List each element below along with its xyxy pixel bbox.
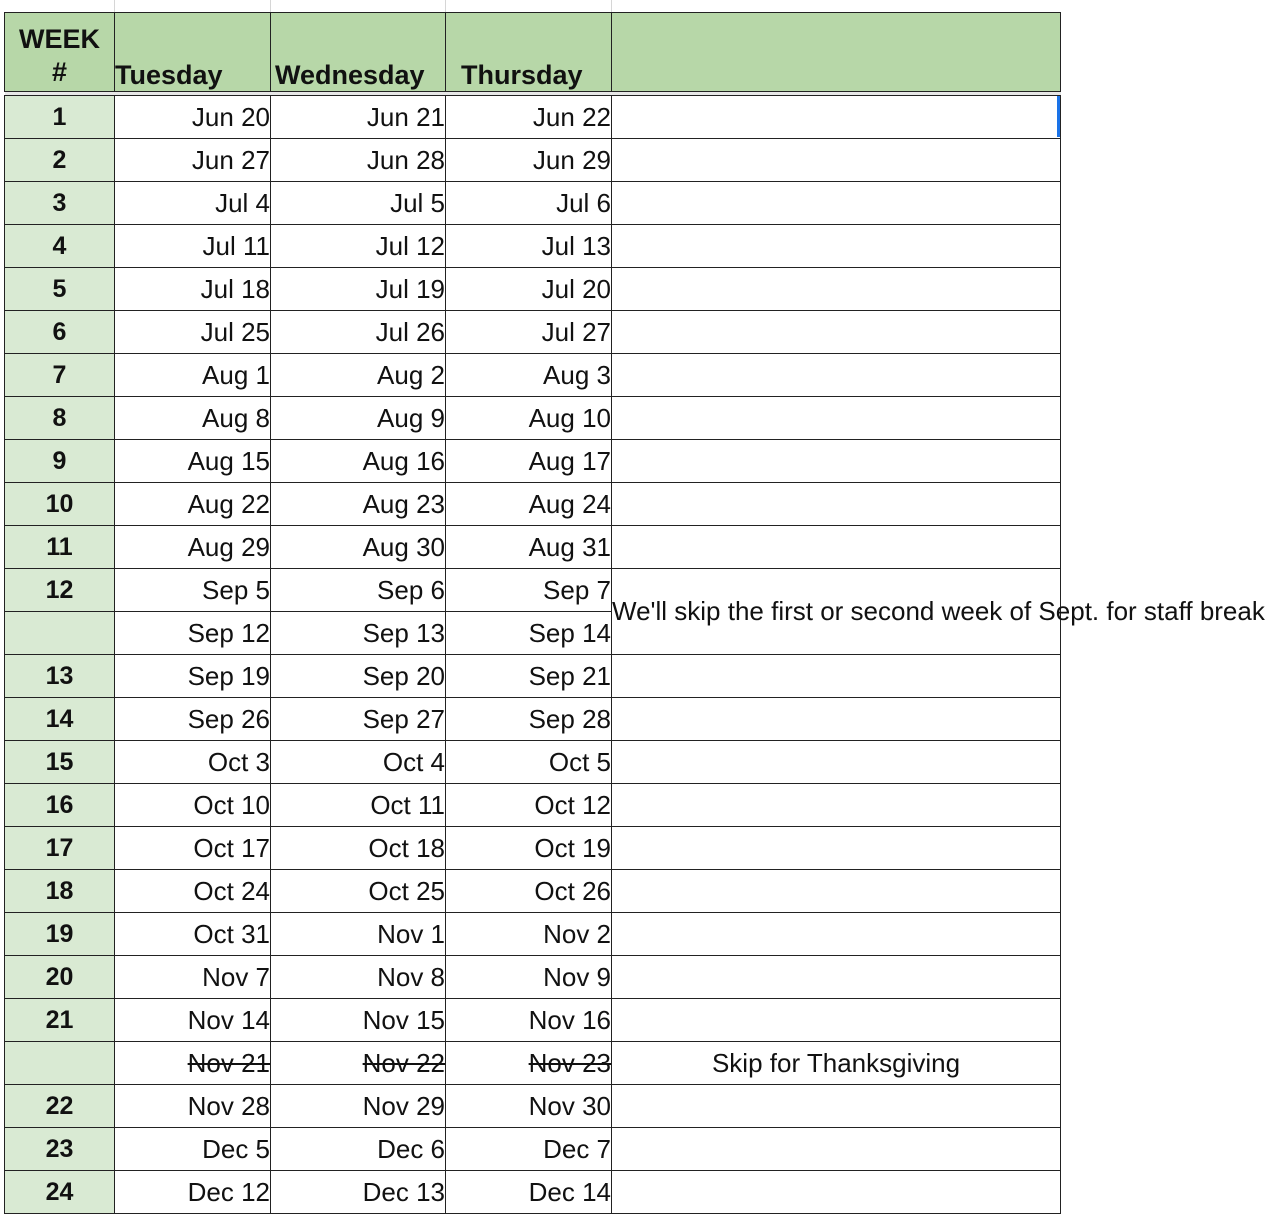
thursday-date-cell[interactable]: Jun 22 [446,96,612,139]
tuesday-date-cell[interactable]: Oct 3 [115,741,271,784]
header-notes[interactable] [612,13,1061,92]
table-row [5,1128,1061,1171]
note-cell[interactable] [612,1171,1061,1214]
thursday-date-cell[interactable]: Aug 31 [446,526,612,569]
week-number-cell[interactable]: 9 [5,440,115,483]
header-wednesday[interactable]: Wednesday [271,13,446,92]
tuesday-date-cell[interactable]: Oct 31 [115,913,271,956]
column-divider [114,0,115,12]
thursday-date-cell[interactable]: Sep 21 [446,655,612,698]
tuesday-date-cell[interactable]: Nov 28 [115,1085,271,1128]
week-number-cell[interactable]: 22 [5,1085,115,1128]
note-cell[interactable] [612,354,1061,397]
note-cell[interactable] [612,784,1061,827]
tuesday-date-cell[interactable]: Oct 24 [115,870,271,913]
tuesday-date-cell[interactable]: Jul 25 [115,311,271,354]
header-week[interactable]: WEEK # [5,13,115,92]
note-cell[interactable] [612,311,1061,354]
note-cell[interactable] [612,1128,1061,1171]
wednesday-date-cell[interactable]: Jul 12 [271,225,446,268]
week-number-cell[interactable]: 12 [5,569,115,612]
note-cell[interactable] [612,526,1061,569]
week-number-cell[interactable]: 14 [5,698,115,741]
week-number-cell[interactable]: 6 [5,311,115,354]
table-row [5,311,1061,354]
note-cell[interactable] [612,827,1061,870]
note-cell[interactable] [612,225,1061,268]
tuesday-date-cell[interactable]: Aug 22 [115,483,271,526]
tuesday-date-cell[interactable]: Nov 14 [115,999,271,1042]
table-row [5,569,1061,612]
thursday-date-cell[interactable]: Jul 27 [446,311,612,354]
wednesday-date-cell[interactable]: Oct 4 [271,741,446,784]
header-row [5,13,1061,92]
thursday-date-cell[interactable]: Oct 19 [446,827,612,870]
week-number-cell[interactable]: 24 [5,1171,115,1214]
thursday-date-cell[interactable]: Nov 30 [446,1085,612,1128]
tuesday-date-cell[interactable]: Dec 5 [115,1128,271,1171]
table-row [5,397,1061,440]
table-row [5,440,1061,483]
week-number-cell[interactable]: 7 [5,354,115,397]
table-row [5,526,1061,569]
week-number-cell[interactable]: 8 [5,397,115,440]
note-cell[interactable] [612,1085,1061,1128]
week-number-cell[interactable]: 3 [5,182,115,225]
column-divider [445,0,446,12]
wednesday-date-cell[interactable]: Nov 22 [271,1042,446,1085]
column-divider [611,0,612,12]
thursday-date-cell[interactable]: Jun 29 [446,139,612,182]
note-cell[interactable] [612,397,1061,440]
table-row [5,655,1061,698]
table-row [5,956,1061,999]
thursday-date-cell[interactable]: Jul 13 [446,225,612,268]
wednesday-date-cell[interactable]: Oct 18 [271,827,446,870]
tuesday-date-cell[interactable]: Jul 11 [115,225,271,268]
table-row [5,784,1061,827]
table-body [5,96,1265,1214]
table-row [5,483,1061,526]
column-divider [270,0,271,12]
table-row [5,1171,1061,1214]
table-row [5,1042,1061,1085]
wednesday-date-cell[interactable]: Nov 1 [271,913,446,956]
tuesday-date-cell[interactable]: Oct 17 [115,827,271,870]
thursday-date-cell[interactable]: Jul 6 [446,182,612,225]
thursday-date-cell[interactable]: Sep 28 [446,698,612,741]
thursday-date-cell[interactable]: Nov 2 [446,913,612,956]
wednesday-date-cell[interactable]: Nov 15 [271,999,446,1042]
table-row [5,870,1061,913]
note-cell[interactable] [612,182,1061,225]
note-cell[interactable] [612,440,1061,483]
wednesday-date-cell[interactable]: Nov 8 [271,956,446,999]
tuesday-date-cell[interactable]: Oct 10 [115,784,271,827]
tuesday-date-cell[interactable]: Dec 12 [115,1171,271,1214]
thursday-date-cell[interactable]: Sep 7 [446,569,612,612]
note-cell[interactable]: We'll skip the first or second week of Sept. for staff break [612,569,1061,655]
week-number-cell[interactable]: 2 [5,139,115,182]
wednesday-date-cell[interactable]: Jul 26 [271,311,446,354]
tuesday-date-cell[interactable]: Aug 15 [115,440,271,483]
thursday-date-cell[interactable]: Oct 26 [446,870,612,913]
week-number-cell[interactable]: 13 [5,655,115,698]
note-cell[interactable] [612,870,1061,913]
tuesday-date-cell[interactable]: Jun 27 [115,139,271,182]
week-number-cell[interactable]: 19 [5,913,115,956]
note-cell[interactable] [612,741,1061,784]
thursday-date-cell[interactable]: Sep 14 [446,612,612,655]
wednesday-date-cell[interactable]: Sep 6 [271,569,446,612]
note-cell[interactable] [612,999,1061,1042]
thursday-date-cell[interactable]: Dec 14 [446,1171,612,1214]
tuesday-date-cell[interactable]: Sep 26 [115,698,271,741]
week-number-cell[interactable]: 18 [5,870,115,913]
tuesday-date-cell[interactable]: Sep 19 [115,655,271,698]
week-number-cell[interactable]: 15 [5,741,115,784]
note-cell[interactable] [612,96,1061,139]
note-cell[interactable]: Skip for Thanksgiving [612,1042,1061,1085]
thursday-date-cell[interactable]: Aug 10 [446,397,612,440]
tuesday-date-cell[interactable]: Aug 8 [115,397,271,440]
week-number-cell[interactable]: 20 [5,956,115,999]
thursday-date-cell[interactable]: Oct 12 [446,784,612,827]
note-cell[interactable] [612,139,1061,182]
thursday-date-cell[interactable]: Aug 24 [446,483,612,526]
table-row [5,182,1061,225]
wednesday-date-cell[interactable]: Dec 13 [271,1171,446,1214]
tuesday-date-cell[interactable]: Sep 5 [115,569,271,612]
thursday-date-cell[interactable]: Nov 16 [446,999,612,1042]
wednesday-date-cell[interactable]: Oct 25 [271,870,446,913]
note-cell[interactable] [612,268,1061,311]
tuesday-date-cell[interactable]: Aug 1 [115,354,271,397]
thursday-date-cell[interactable]: Dec 7 [446,1128,612,1171]
table-row [5,225,1061,268]
week-number-cell[interactable]: 21 [5,999,115,1042]
wednesday-date-cell[interactable]: Sep 13 [271,612,446,655]
header-thursday[interactable]: Thursday [446,13,612,92]
table-row [5,354,1061,397]
wednesday-date-cell[interactable]: Sep 27 [271,698,446,741]
tuesday-date-cell[interactable]: Nov 21 [115,1042,271,1085]
wednesday-date-cell[interactable]: Jun 21 [271,96,446,139]
wednesday-date-cell[interactable]: Dec 6 [271,1128,446,1171]
wednesday-date-cell[interactable]: Oct 11 [271,784,446,827]
table-row [5,139,1061,182]
tuesday-date-cell[interactable]: Jul 4 [115,182,271,225]
table-row [5,913,1061,956]
table-row [5,1085,1061,1128]
wednesday-date-cell[interactable]: Aug 9 [271,397,446,440]
thursday-date-cell[interactable]: Nov 23 [446,1042,612,1085]
table-row [5,827,1061,870]
table-row [5,999,1061,1042]
week-number-cell[interactable]: 23 [5,1128,115,1171]
wednesday-date-cell[interactable]: Jul 5 [271,182,446,225]
tuesday-date-cell[interactable]: Jun 20 [115,96,271,139]
tuesday-date-cell[interactable]: Aug 29 [115,526,271,569]
wednesday-date-cell[interactable]: Aug 2 [271,354,446,397]
week-number-cell[interactable]: 10 [5,483,115,526]
wednesday-date-cell[interactable]: Sep 20 [271,655,446,698]
note-cell[interactable] [612,956,1061,999]
thursday-date-cell[interactable]: Aug 17 [446,440,612,483]
wednesday-date-cell[interactable]: Jun 28 [271,139,446,182]
tuesday-date-cell[interactable]: Jul 18 [115,268,271,311]
wednesday-date-cell[interactable]: Aug 30 [271,526,446,569]
note-cell[interactable] [612,698,1061,741]
note-cell[interactable] [612,913,1061,956]
wednesday-date-cell[interactable]: Jul 19 [271,268,446,311]
column-header-strip [0,0,1064,12]
schedule-table [4,12,1265,1214]
thursday-date-cell[interactable]: Nov 9 [446,956,612,999]
week-number-cell[interactable]: 1 [5,96,115,139]
week-number-cell[interactable]: 17 [5,827,115,870]
table-row [5,741,1061,784]
tuesday-date-cell[interactable]: Sep 12 [115,612,271,655]
week-number-cell[interactable]: 4 [5,225,115,268]
wednesday-date-cell[interactable]: Aug 16 [271,440,446,483]
wednesday-date-cell[interactable]: Nov 29 [271,1085,446,1128]
week-number-cell[interactable] [5,1042,115,1085]
note-cell[interactable] [612,483,1061,526]
thursday-date-cell[interactable]: Jul 20 [446,268,612,311]
wednesday-date-cell[interactable]: Aug 23 [271,483,446,526]
week-number-cell[interactable]: 16 [5,784,115,827]
thursday-date-cell[interactable]: Aug 3 [446,354,612,397]
note-cell[interactable] [612,655,1061,698]
week-number-cell[interactable] [5,612,115,655]
table-row [5,96,1061,139]
tuesday-date-cell[interactable]: Nov 7 [115,956,271,999]
cell-selection-cursor [1057,96,1060,137]
header-tuesday[interactable]: Tuesday [115,13,271,92]
table-row [5,268,1061,311]
week-number-cell[interactable]: 5 [5,268,115,311]
thursday-date-cell[interactable]: Oct 5 [446,741,612,784]
week-number-cell[interactable]: 11 [5,526,115,569]
table-row [5,698,1061,741]
